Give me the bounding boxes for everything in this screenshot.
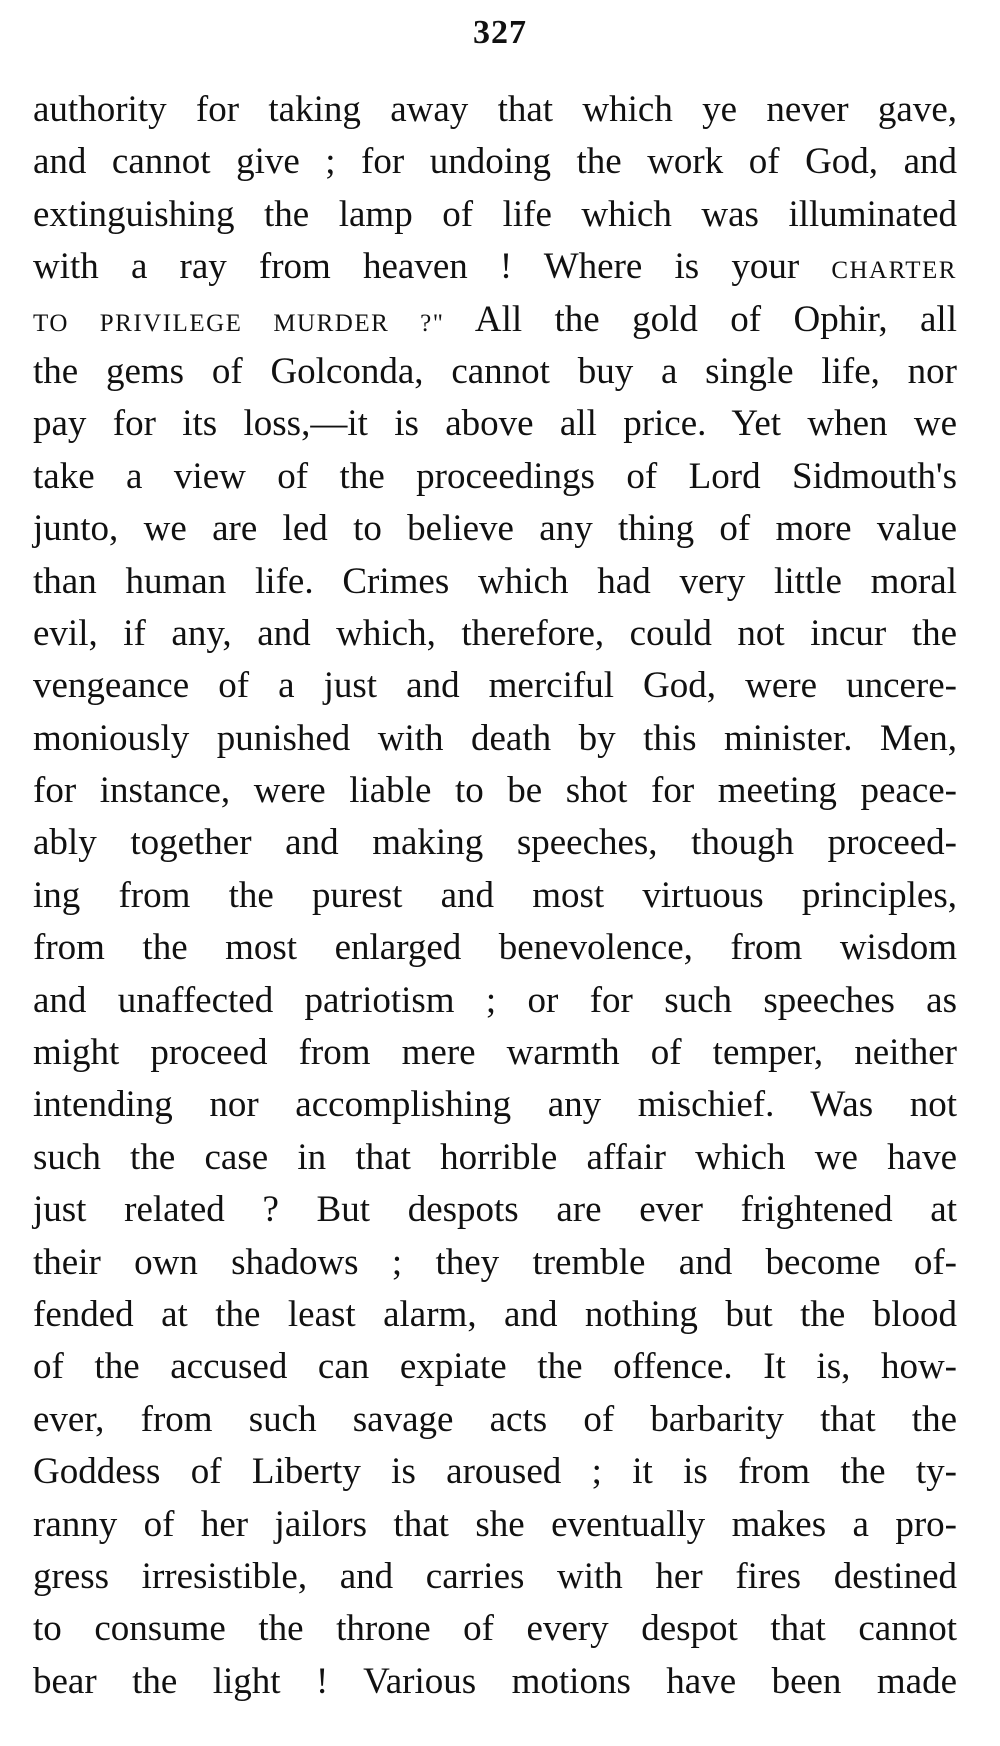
- text-line: evil, if any, and which, therefore, could not incur the: [33, 612, 957, 654]
- text-line: pay for its loss,—it is above all price. Yet when we: [33, 403, 957, 445]
- text-line: [33, 294, 957, 346]
- text-line: [33, 241, 957, 293]
- text-line: the gems of Golconda, cannot buy a single life, nor: [33, 350, 957, 392]
- text-fragment: All the gold of Ophir, all: [474, 298, 957, 340]
- text-line: to consume the throne of every despot that cannot: [33, 1608, 957, 1650]
- text-fragment: with a ray from heaven ! Where is your: [33, 246, 800, 288]
- smallcaps-fragment: CHARTER: [831, 257, 957, 285]
- text-line: junto, we are led to believe any thing of more value: [33, 508, 957, 550]
- text-line: of the accused can expiate the offence. It is, how-: [33, 1346, 957, 1388]
- text-line: intending nor accomplishing any mischief. Was not: [33, 1084, 957, 1126]
- text-line: such the case in that horrible affair which we have: [33, 1136, 957, 1178]
- text-line: and cannot give ; for undoing the work of God, and: [33, 141, 957, 183]
- page-number: 327: [473, 14, 527, 51]
- text-line: and unaffected patriotism ; or for such speeches as: [33, 979, 957, 1021]
- text-line: fended at the least alarm, and nothing but the blood: [33, 1293, 957, 1335]
- text-line: ranny of her jailors that she eventually makes a pro-: [33, 1503, 957, 1545]
- text-line: for instance, were liable to be shot for meeting peace-: [33, 770, 957, 812]
- text-line: authority for taking away that which ye never gave,: [33, 89, 957, 130]
- text-line: moniously punished with death by this minister. Men,: [33, 717, 957, 759]
- text-line: take a view of the proceedings of Lord Sidmouth's: [33, 455, 957, 497]
- body-text: [33, 84, 957, 1708]
- text-line: than human life. Crimes which had very little moral: [33, 560, 957, 602]
- text-line: vengeance of a just and merciful God, were uncere-: [33, 665, 957, 707]
- text-line: ing from the purest and most virtuous principles,: [33, 874, 957, 916]
- text-line: ably together and making speeches, though proceed-: [33, 822, 957, 864]
- text-line: Goddess of Liberty is aroused ; it is from the ty-: [33, 1451, 957, 1493]
- text-line: extinguishing the lamp of life which was illuminated: [33, 193, 957, 235]
- smallcaps-fragment: TO PRIVILEGE MURDER ?": [33, 309, 445, 337]
- text-line: bear the light ! Various motions have been made: [33, 1660, 957, 1702]
- text-line: ever, from such savage acts of barbarity that the: [33, 1398, 957, 1440]
- text-line: from the most enlarged benevolence, from wisdom: [33, 927, 957, 969]
- text-line: might proceed from mere warmth of temper, neither: [33, 1032, 957, 1074]
- text-line: gress irresistible, and carries with her fires destined: [33, 1555, 957, 1597]
- text-line: their own shadows ; they tremble and become of-: [33, 1241, 957, 1283]
- text-line: just related ? But despots are ever frightened at: [33, 1189, 957, 1231]
